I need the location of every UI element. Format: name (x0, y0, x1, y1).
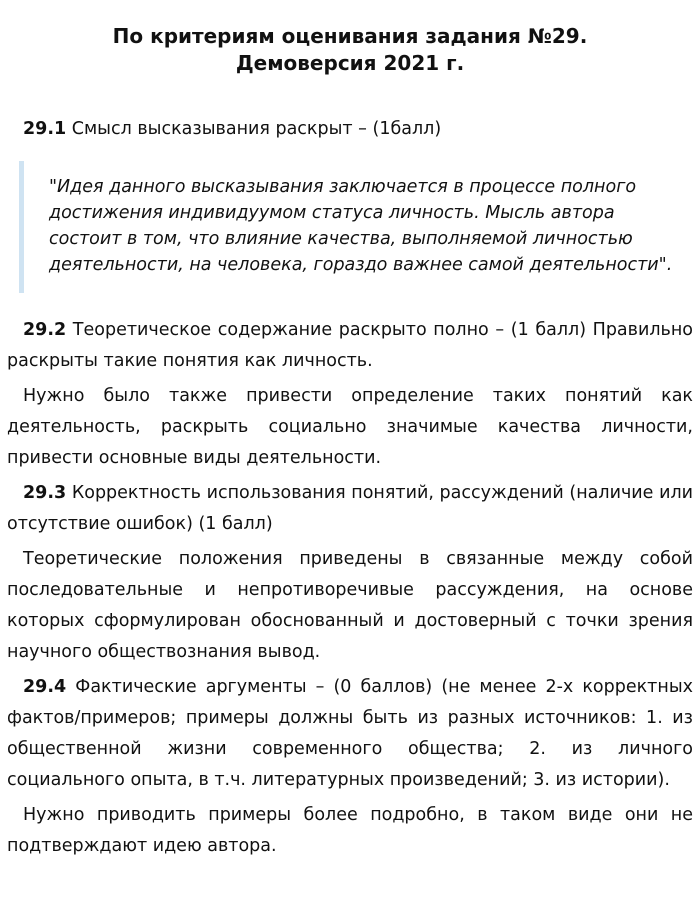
criterion-29-4 (7, 672, 693, 796)
quote-block (19, 161, 693, 293)
criterion-text: Фактические аргументы – (0 баллов) (не менее 2-х корректных фактов/примеров; примеры должны быть из разных источников: 1. из общественной жизни современного общества; 2. из личного социального опыта, в т.ч. литературных произведений; 3. из истории). (7, 677, 693, 790)
criterion-number: 29.2 (23, 320, 67, 340)
criterion-text: Корректность использования понятий, рассуждений (наличие или отсутствие ошибок) (1 балл) (7, 483, 693, 534)
title-line-1: По критериям оценивания задания №29. (112, 24, 588, 48)
criterion-text: Смысл высказывания раскрыт – (1балл) (66, 119, 442, 139)
criterion-number: 29.4 (23, 677, 67, 697)
criterion-29-3 (7, 478, 693, 540)
criterion-29-3-note: Теоретические положения приведены в связанные между собой последовательные и непротиворечивые рассуждения, на основе которых сформулирован обоснованный и достоверный с точки зрения научного обществознания вывод. (7, 549, 693, 662)
criterion-number: 29.1 (23, 119, 67, 139)
title-line-2: Демоверсия 2021 г. (235, 51, 465, 75)
criterion-text: Теоретическое содержание раскрыто полно – (1 балл) Правильно раскрыты такие понятия как личность. (7, 320, 693, 371)
criterion-29-2-note: Нужно было также привести определение таких понятий как деятельность, раскрыть социально значимые качества личности, привести основные виды деятельности. (7, 386, 693, 468)
criterion-29-2 (7, 315, 693, 377)
criterion-29-1 (7, 114, 693, 145)
quote-text: "Идея данного высказывания заключается в процессе полного достижения индивидуумом статуса личность. Мысль автора состоит в том, что влияние качества, выполняемой личностью деятельности, на человека, гораздо важнее самой деятельности". (49, 177, 673, 275)
criterion-29-4-note: Нужно приводить примеры более подробно, в таком виде они не подтверждают идею автора. (7, 805, 693, 856)
page-title (7, 0, 693, 77)
criterion-number: 29.3 (23, 483, 67, 503)
